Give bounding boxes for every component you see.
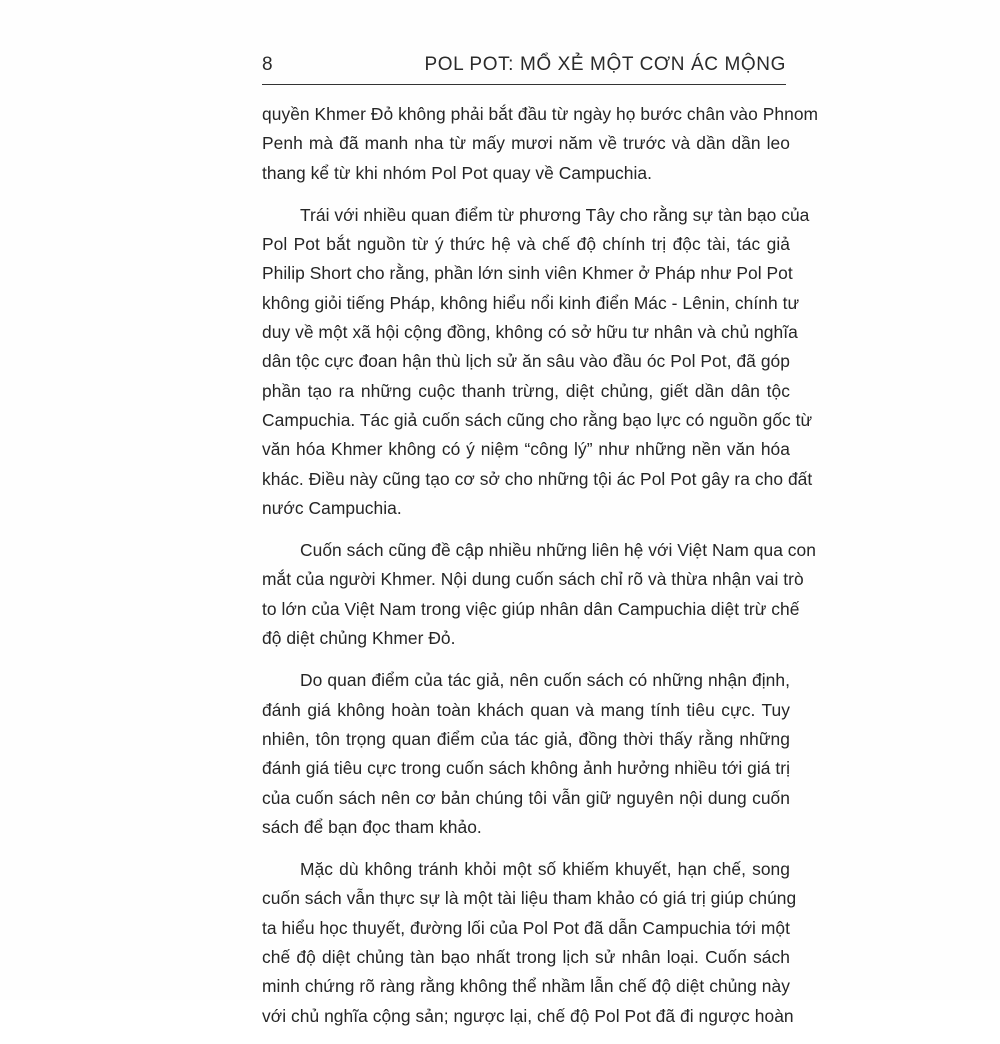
text-line: Penh mà đã manh nha từ mấy mươi năm về trước và dần dần leo bbox=[262, 133, 790, 154]
body-text bbox=[262, 100, 819, 1044]
page-number: 8 bbox=[262, 54, 274, 75]
text-line: của cuốn sách nên cơ bản chúng tôi vẫn giữ nguyên nội dung cuốn bbox=[262, 787, 790, 808]
text-line: đánh giá tiêu cực trong cuốn sách không ảnh hưởng nhiều tới giá trị bbox=[262, 758, 791, 779]
running-title: POL POT: MỔ XẺ MỘT CƠN ÁC MỘNG bbox=[424, 54, 786, 75]
text-line: đánh giá không hoàn toàn khách quan và mang tính tiêu cực. Tuy bbox=[262, 699, 790, 720]
text-line: không giỏi tiếng Pháp, không hiểu nổi kinh điển Mác - Lênin, chính tư bbox=[262, 292, 800, 313]
text-line: nước Campuchia. bbox=[262, 497, 402, 518]
text-line: Do quan điểm của tác giả, nên cuốn sách có những nhận định, bbox=[300, 670, 790, 691]
paragraph-1 bbox=[262, 100, 819, 188]
text-line: cuốn sách vẫn thực sự là một tài liệu tham khảo có giá trị giúp chúng bbox=[262, 888, 797, 909]
text-line: quyền Khmer Đỏ không phải bắt đầu từ ngày họ bước chân vào Phnom bbox=[262, 104, 819, 124]
text-line: Campuchia. Tác giả cuốn sách cũng cho rằng bạo lực có nguồn gốc từ bbox=[262, 409, 813, 430]
text-line: phần tạo ra những cuộc thanh trừng, diệt chủng, giết dần dân tộc bbox=[262, 380, 790, 401]
page-header bbox=[262, 50, 786, 84]
text-line: với chủ nghĩa cộng sản; ngược lại, chế độ Pol Pot đã đi ngược hoàn bbox=[262, 1005, 794, 1026]
text-line: Cuốn sách cũng đề cập nhiều những liên hệ với Việt Nam qua con bbox=[300, 540, 816, 561]
paragraph-4 bbox=[262, 666, 790, 842]
text-line: thang kể từ khi nhóm Pol Pot quay về Campuchia. bbox=[262, 162, 653, 183]
text-line: ta hiểu học thuyết, đường lối của Pol Pot đã dẫn Campuchia tới một bbox=[262, 917, 790, 938]
header-rule bbox=[262, 84, 786, 85]
text-line: Mặc dù không tránh khỏi một số khiếm khuyết, hạn chế, song bbox=[300, 859, 790, 880]
text-line: duy về một xã hội cộng đồng, không có sở hữu tư nhân và chủ nghĩa bbox=[262, 322, 798, 343]
text-line: Pol Pot bắt nguồn từ ý thức hệ và chế độ chính trị độc tài, tác giả bbox=[262, 234, 790, 255]
text-line: sách để bạn đọc tham khảo. bbox=[262, 816, 482, 837]
paragraph-5 bbox=[262, 855, 797, 1031]
text-line: nhiên, tôn trọng quan điểm của tác giả, đồng thời thấy rằng những bbox=[262, 728, 790, 749]
text-line: văn hóa Khmer không có ý niệm “công lý” như những nền văn hóa bbox=[262, 439, 790, 460]
text-line: chế độ diệt chủng tàn bạo nhất trong lịch sử nhân loại. Cuốn sách bbox=[262, 947, 790, 968]
text-line: Trái với nhiều quan điểm từ phương Tây cho rằng sự tàn bạo của bbox=[300, 204, 810, 225]
paragraph-2 bbox=[262, 201, 813, 523]
text-line: khác. Điều này cũng tạo cơ sở cho những tội ác Pol Pot gây ra cho đất bbox=[262, 468, 813, 489]
text-line: minh chứng rõ ràng rằng không thể nhầm lẫn chế độ diệt chủng này bbox=[262, 976, 790, 997]
text-line: Philip Short cho rằng, phần lớn sinh viên Khmer ở Pháp như Pol Pot bbox=[262, 263, 793, 284]
text-line: to lớn của Việt Nam trong việc giúp nhân dân Campuchia diệt trừ chế bbox=[262, 598, 800, 619]
text-line: mắt của người Khmer. Nội dung cuốn sách chỉ rõ và thừa nhận vai trò bbox=[262, 569, 804, 590]
text-line: độ diệt chủng Khmer Đỏ. bbox=[262, 628, 456, 649]
paragraph-3 bbox=[262, 536, 816, 653]
text-line: dân tộc cực đoan hận thù lịch sử ăn sâu vào đầu óc Pol Pot, đã góp bbox=[262, 351, 790, 372]
